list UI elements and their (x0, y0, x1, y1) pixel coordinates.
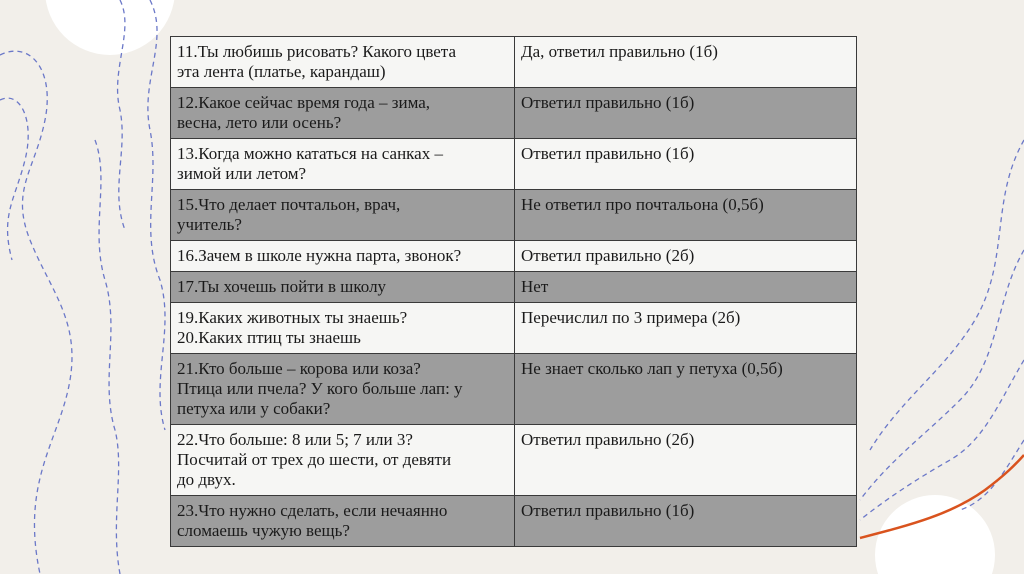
table-row (171, 354, 857, 425)
accent-orange-line (860, 455, 1024, 538)
table-row (171, 139, 857, 190)
table-row (171, 496, 857, 547)
question-cell: 19.Каких животных ты знаешь? 20.Каких птиц ты знаешь (171, 303, 515, 354)
question-cell: 21.Кто больше – корова или коза? Птица или пчела? У кого больше лап: у петуха или у собаки? (171, 354, 515, 425)
decor-circle-bottom (875, 495, 995, 574)
question-cell: 23.Что нужно сделать, если нечаянно сломаешь чужую вещь? (171, 496, 515, 547)
answer-cell: Перечислил по 3 примера (2б) (515, 303, 857, 354)
answer-cell: Не знает сколько лап у петуха (0,5б) (515, 354, 857, 425)
table-row (171, 190, 857, 241)
answer-cell: Ответил правильно (2б) (515, 241, 857, 272)
table-row (171, 303, 857, 354)
table-row (171, 272, 857, 303)
table-row (171, 425, 857, 496)
question-cell: 16.Зачем в школе нужна парта, звонок? (171, 241, 515, 272)
table-row (171, 241, 857, 272)
answer-cell: Нет (515, 272, 857, 303)
answer-cell: Ответил правильно (1б) (515, 139, 857, 190)
decor-circle-top (45, 0, 175, 55)
answer-cell: Да, ответил правильно (1б) (515, 37, 857, 88)
question-cell: 22.Что больше: 8 или 5; 7 или 3? Посчитай от трех до шести, от девяти до двух. (171, 425, 515, 496)
question-cell: 15.Что делает почтальон, врач, учитель? (171, 190, 515, 241)
dashed-contour-lines-right (860, 140, 1024, 520)
questionnaire-table (170, 36, 857, 547)
answer-cell: Ответил правильно (1б) (515, 496, 857, 547)
question-cell: 11.Ты любишь рисовать? Какого цвета эта лента (платье, карандаш) (171, 37, 515, 88)
answer-cell: Ответил правильно (1б) (515, 88, 857, 139)
answer-cell: Не ответил про почтальона (0,5б) (515, 190, 857, 241)
table-row (171, 37, 857, 88)
question-cell: 13.Когда можно кататься на санках – зимой или летом? (171, 139, 515, 190)
answer-cell: Ответил правильно (2б) (515, 425, 857, 496)
question-cell: 12.Какое сейчас время года – зима, весна, лето или осень? (171, 88, 515, 139)
dashed-contour-lines-left (0, 0, 165, 574)
table-row (171, 88, 857, 139)
question-cell: 17.Ты хочешь пойти в школу (171, 272, 515, 303)
